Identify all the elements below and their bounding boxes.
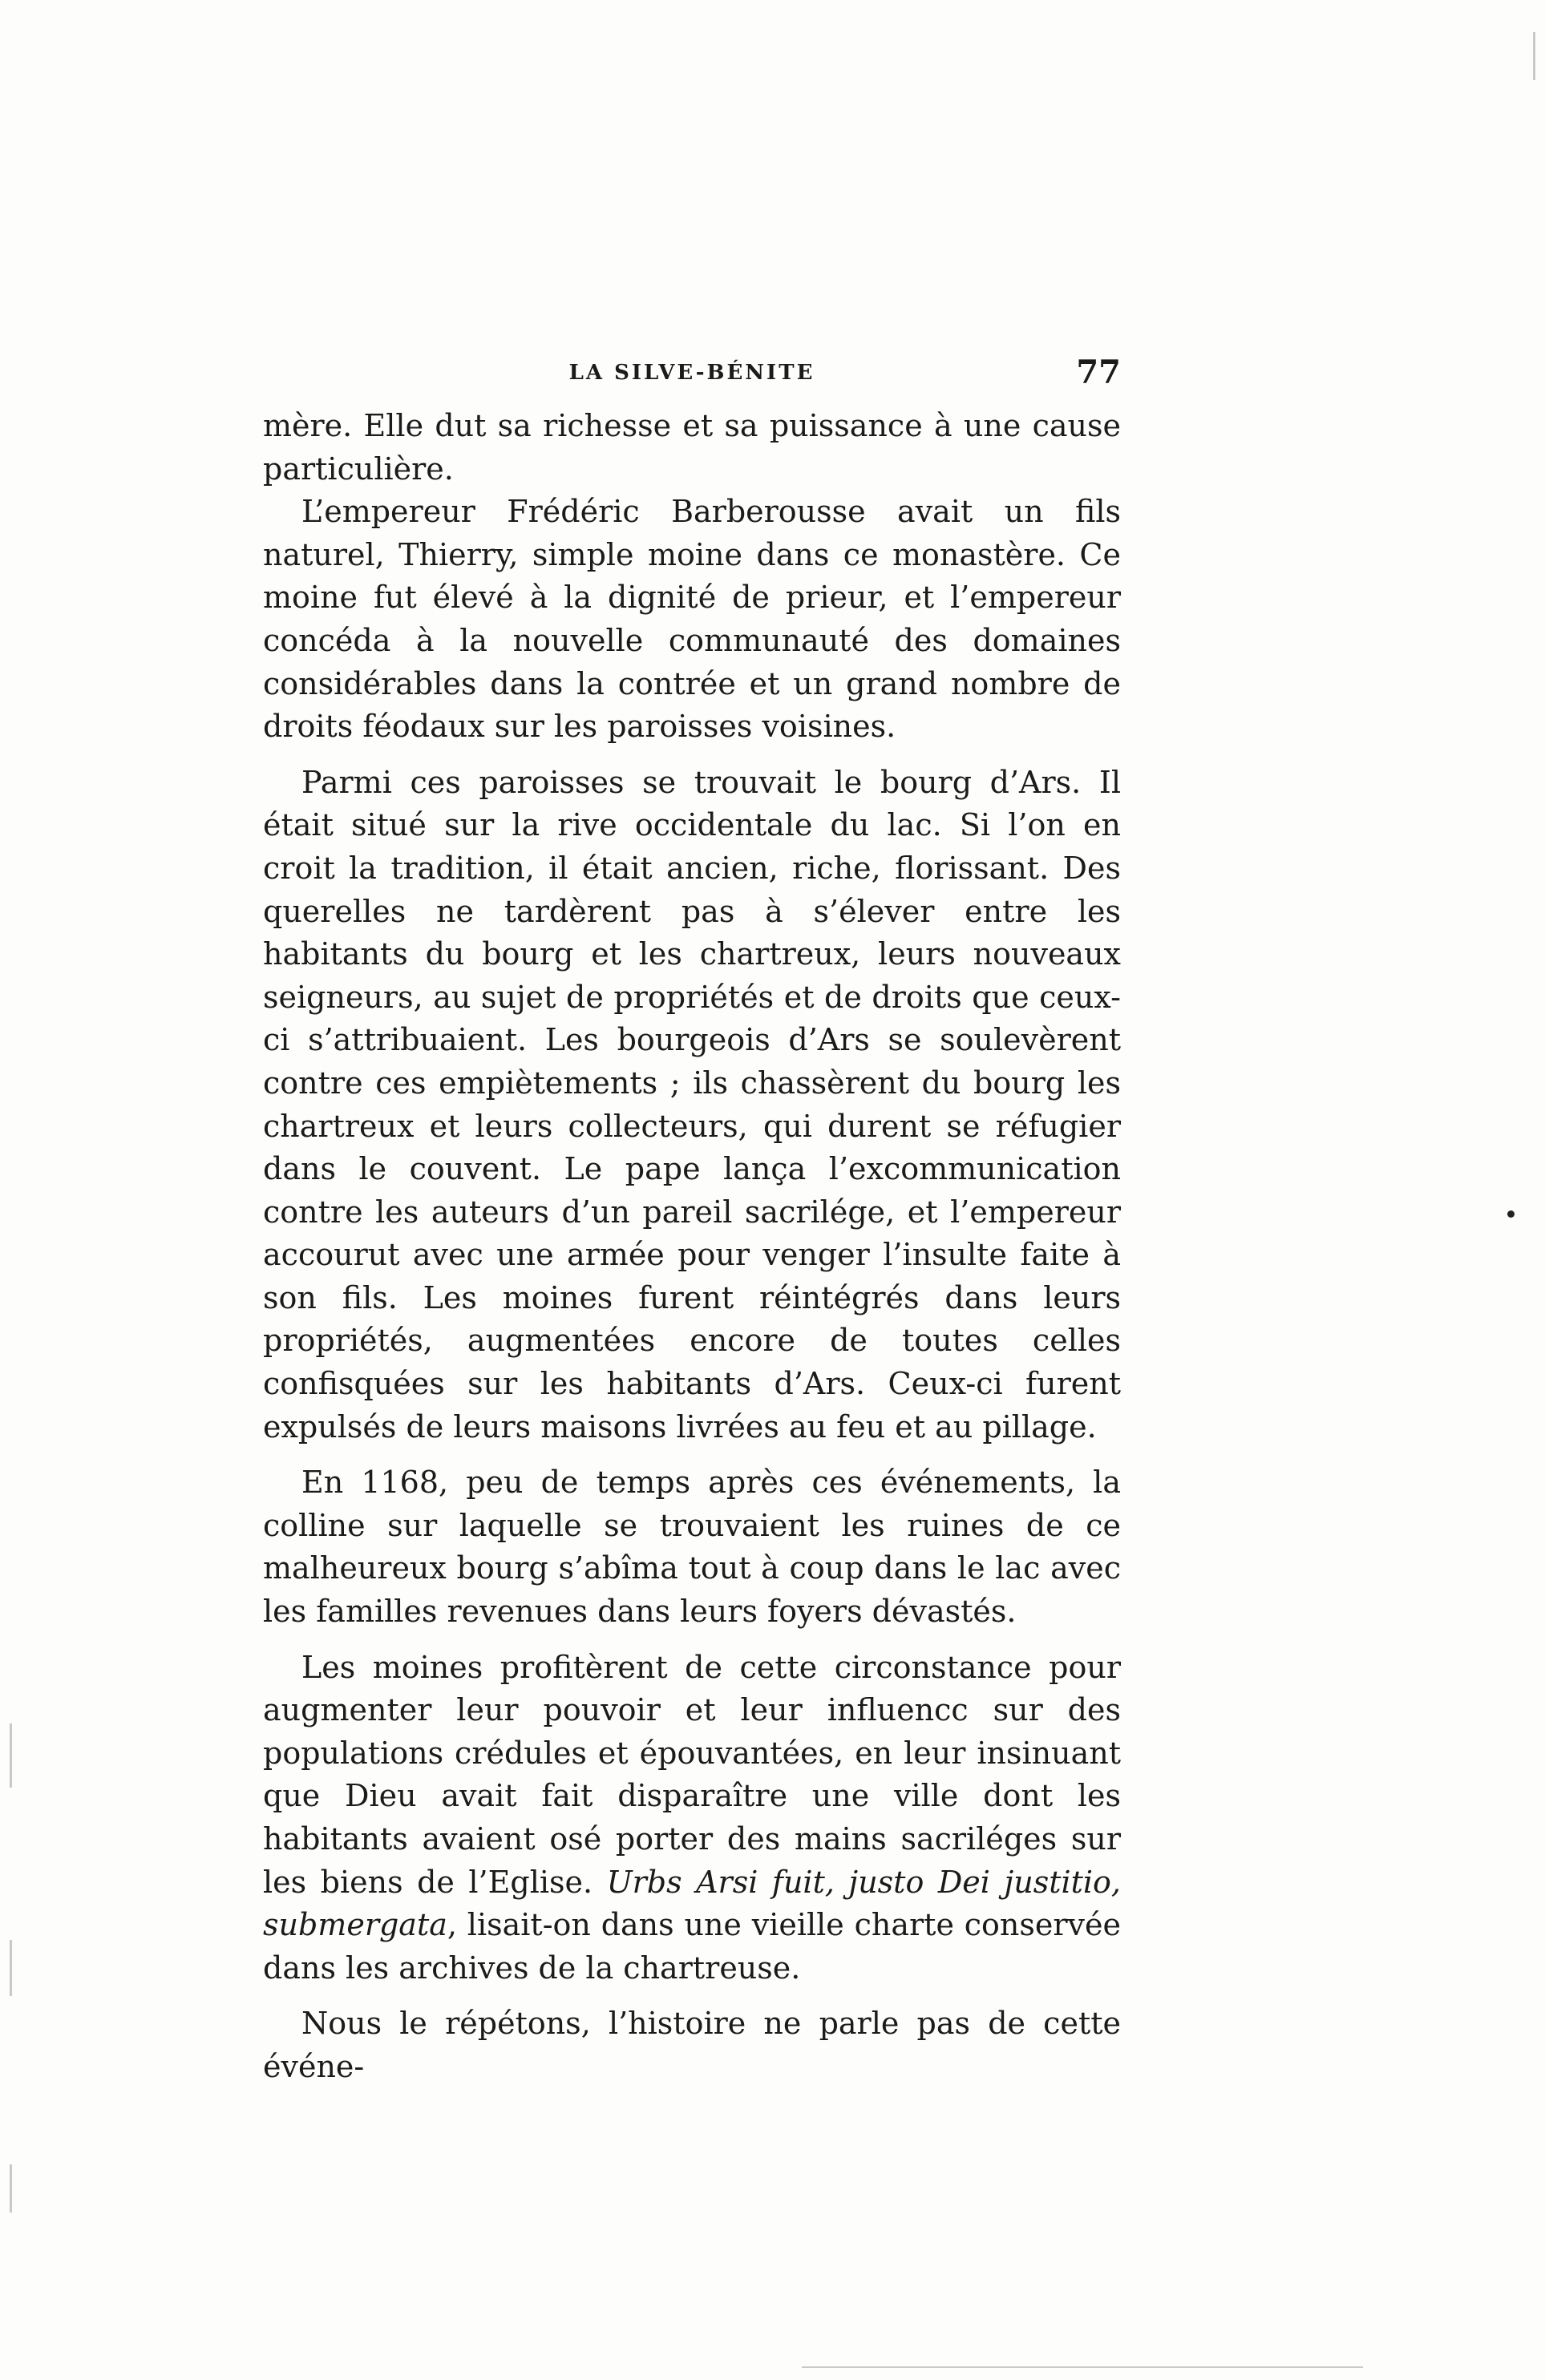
scan-edge-mark bbox=[10, 2164, 12, 2212]
running-title: LA SILVE-BÉNITE bbox=[568, 361, 815, 385]
paragraph-p5 bbox=[263, 1647, 1121, 1990]
page-header bbox=[263, 349, 1121, 397]
ink-speck bbox=[1507, 1210, 1515, 1218]
page-number: 77 bbox=[1076, 354, 1121, 391]
scan-edge-mark bbox=[10, 1940, 12, 1996]
scan-edge-mark bbox=[10, 1723, 12, 1788]
paragraph-p3 bbox=[263, 762, 1121, 1449]
text-run: L’empereur Frédéric Barberousse avait un fils naturel, Thierry, simple moine dans ce monastère. Ce moine fut élevé à la dignité de prieur, et l’empereur concéda à la nouvelle communauté des domaines considérables dans la contrée et un grand nombre de droits féodaux sur les paroisses voisines. bbox=[263, 494, 1121, 745]
paragraph-p6 bbox=[263, 2002, 1121, 2088]
paragraph-p1 bbox=[263, 405, 1121, 491]
paragraph-p4 bbox=[263, 1461, 1121, 1633]
text-run: Nous le répétons, l’histoire ne parle pas de cette événe- bbox=[263, 2006, 1121, 2084]
paragraph-p2 bbox=[263, 491, 1121, 749]
text-run: mère. Elle dut sa richesse et sa puissance à une cause particulière. bbox=[263, 408, 1121, 487]
text-run: Parmi ces paroisses se trouvait le bourg d’Ars. Il était situé sur la rive occidentale du lac. Si l’on en croit la tradition, il était ancien, riche, florissant. Des querelles ne tardèrent pas à s’élever entre les habitants du bourg et les chartreux, leurs nouveaux seigneurs, au sujet de propriétés et de droits que ceux-ci s’attribuaient. Les bourgeois d’Ars se soulevèrent contre ces empiètements ; ils chassèrent du bourg les chartreux et leurs collecteurs, qui durent se réfugier dans le couvent. Le pape lança l’excommunication contre les auteurs d’un pareil sacrilége, et l’empereur accourut avec une armée pour venger l’insulte faite à son fils. Les moines furent réintégrés dans leurs propriétés, augmentées encore de toutes celles confisquées sur les habitants d’Ars. Ceux-ci furent expulsés de leurs maisons livrées au feu et au pillage. bbox=[263, 764, 1121, 1445]
text-run: Les moines profitèrent de cette circonstance pour augmenter leur pouvoir et leur influencc sur des populations crédules et épouvantées, en leur insinuant que Dieu avait fait disparaître une ville dont les habitants avaient osé porter des mains sacriléges sur les biens de l’Eglise. bbox=[263, 1649, 1121, 1900]
text-run: En 1168, peu de temps après ces événements, la colline sur laquelle se trouvaient les ruines de ce malheureux bourg s’abîma tout à coup dans le lac avec les familles revenues dans leurs foyers dévastés. bbox=[263, 1465, 1121, 1630]
scan-edge-mark bbox=[802, 2366, 1363, 2368]
scan-edge-mark bbox=[1533, 32, 1535, 80]
text-run: , lisait-on dans une vieille charte conservée dans les archives de la chartreuse. bbox=[263, 1907, 1121, 1986]
italic-quote: Urbs Arsi fuit, justo Dei justitio, submergata bbox=[263, 1864, 1122, 1943]
body-text bbox=[263, 405, 1121, 2089]
